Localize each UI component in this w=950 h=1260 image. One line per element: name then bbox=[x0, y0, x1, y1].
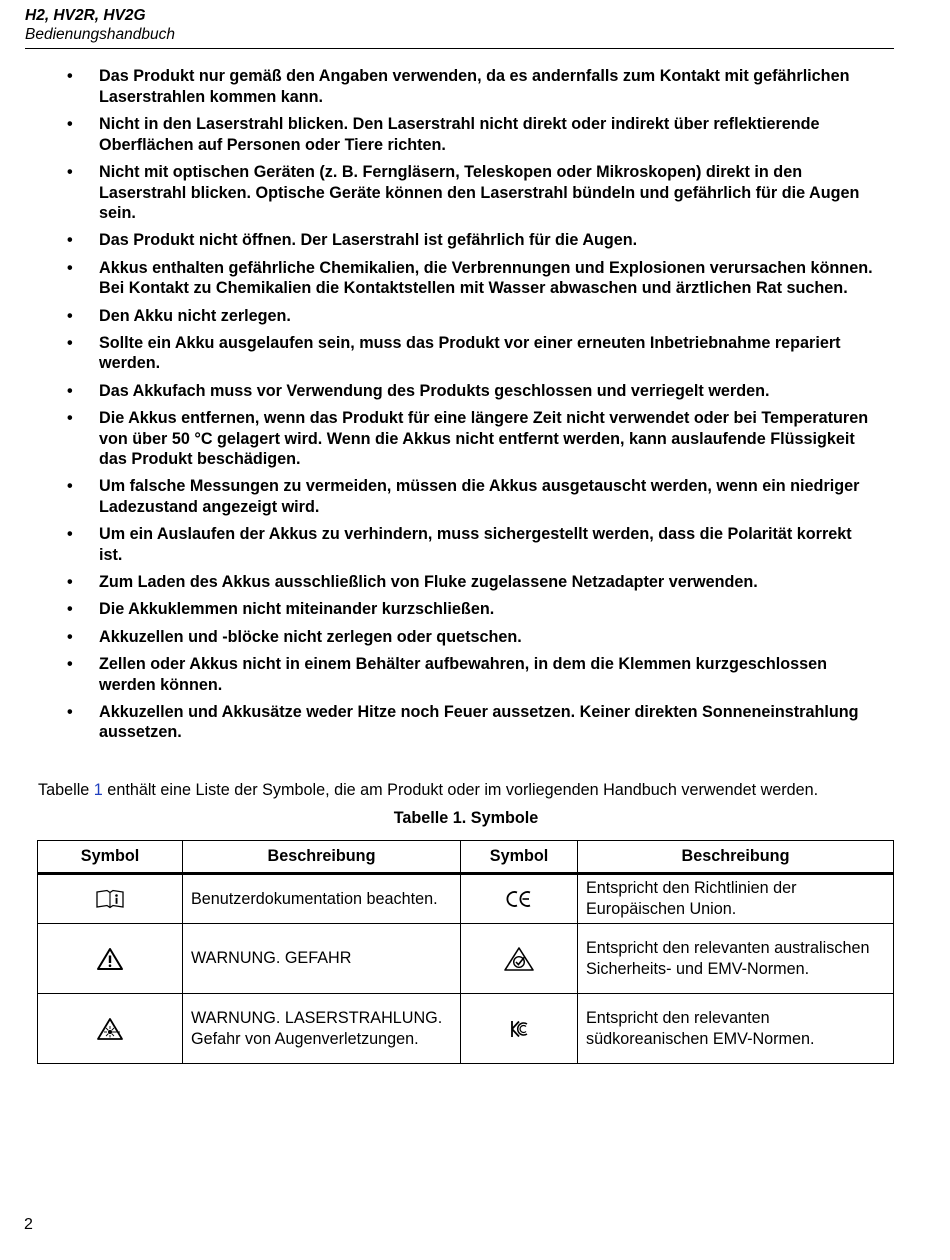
list-item-text: Das Produkt nur gemäß den Angaben verwenden, da es andernfalls zum Kontakt mit gefährlichen Laserstrahlen kommen kann. bbox=[99, 67, 850, 106]
list-item-text: Um ein Auslaufen der Akkus zu verhindern, muss sichergestellt werden, dass die Polarität korrekt ist. bbox=[99, 525, 852, 565]
safety-warning-list bbox=[67, 66, 877, 750]
list-item bbox=[67, 306, 877, 327]
manual-info-icon bbox=[95, 889, 125, 909]
symbol-description: Entspricht den Richtlinien der Europäischen Union. bbox=[578, 874, 894, 924]
bullet-icon: • bbox=[67, 654, 73, 673]
table-header-row bbox=[38, 841, 894, 874]
list-item bbox=[67, 258, 877, 299]
list-item-text: Die Akkuklemmen nicht miteinander kurzschließen. bbox=[99, 600, 495, 619]
intro-text-end: enthält eine Liste der Symbole, die am Produkt oder im vorliegenden Handbuch verwendet werden. bbox=[102, 781, 819, 799]
list-item bbox=[67, 114, 877, 155]
bullet-icon: • bbox=[67, 258, 73, 277]
list-item bbox=[67, 66, 877, 107]
list-item-text: Nicht mit optischen Geräten (z. B. Ferngläsern, Teleskopen oder Mikroskopen) direkt in den Laserstrahl blicken. Optische Geräte können den Laserstrahl bündeln und gefährlich für die Augen sein. bbox=[99, 162, 860, 223]
table-intro-paragraph bbox=[38, 780, 818, 801]
bullet-icon: • bbox=[67, 408, 73, 427]
page-number: 2 bbox=[24, 1216, 33, 1233]
list-item bbox=[67, 476, 877, 517]
table-caption: Tabelle 1. Symbole bbox=[393, 809, 539, 827]
list-item-text: Die Akkus entfernen, wenn das Produkt für eine längere Zeit nicht verwendet oder bei Temperaturen von über 50 °C gelagert wird. Wenn die Akkus nicht entfernt werden, kann auslaufende Flüssigkeit das Produkt beschädigen. bbox=[99, 408, 869, 469]
symbol-cell bbox=[461, 924, 578, 994]
table-row bbox=[38, 994, 894, 1064]
column-header: Symbol bbox=[38, 841, 183, 874]
list-item-text: Sollte ein Akku ausgelaufen sein, muss das Produkt vor einer erneuten Inbetriebnahme repariert werden. bbox=[99, 333, 841, 373]
list-item-text: Den Akku nicht zerlegen. bbox=[99, 306, 291, 325]
list-item bbox=[67, 230, 877, 251]
running-header bbox=[25, 6, 893, 44]
list-item bbox=[67, 381, 877, 402]
warning-triangle-icon bbox=[96, 947, 124, 971]
list-item bbox=[67, 333, 877, 374]
list-item bbox=[67, 702, 877, 743]
list-item-text: Das Akkufach muss vor Verwendung des Produkts geschlossen und verriegelt werden. bbox=[99, 381, 770, 400]
bullet-icon: • bbox=[67, 381, 73, 400]
list-item bbox=[67, 627, 877, 648]
bullet-icon: • bbox=[67, 162, 73, 181]
list-item-text: Zellen oder Akkus nicht in einem Behälter aufbewahren, in dem die Klemmen kurzgeschlossen werden können. bbox=[99, 654, 828, 694]
symbol-cell bbox=[38, 994, 183, 1064]
symbol-cell bbox=[38, 924, 183, 994]
symbol-description: Entspricht den relevanten australischen Sicherheits- und EMV-Normen. bbox=[578, 924, 894, 994]
bullet-icon: • bbox=[67, 306, 73, 325]
list-item-text: Zum Laden des Akkus ausschließlich von Fluke zugelassene Netzadapter verwenden. bbox=[99, 573, 758, 592]
column-header: Beschreibung bbox=[578, 841, 894, 874]
bullet-icon: • bbox=[67, 702, 73, 721]
list-item-text: Das Produkt nicht öffnen. Der Laserstrahl ist gefährlich für die Augen. bbox=[99, 231, 638, 250]
bullet-icon: • bbox=[67, 525, 73, 544]
symbol-cell bbox=[461, 994, 578, 1064]
intro-text-start: Tabelle bbox=[38, 781, 94, 799]
list-item-text: Akkuzellen und -blöcke nicht zerlegen oder quetschen. bbox=[99, 627, 522, 646]
symbol-description: WARNUNG. LASERSTRAHLUNG. Gefahr von Augenverletzungen. bbox=[183, 994, 461, 1064]
bullet-icon: • bbox=[67, 67, 73, 85]
rcm-mark-icon bbox=[503, 946, 535, 972]
list-item bbox=[67, 162, 877, 224]
bullet-icon: • bbox=[67, 231, 73, 250]
bullet-icon: • bbox=[67, 600, 73, 619]
list-item bbox=[67, 599, 877, 620]
symbol-cell bbox=[461, 874, 578, 924]
list-item-text: Nicht in den Laserstrahl blicken. Den Laserstrahl nicht direkt oder indirekt über reflektierende Oberflächen auf Personen oder Tiere richten. bbox=[99, 114, 820, 154]
bullet-icon: • bbox=[67, 477, 73, 496]
column-header: Symbol bbox=[461, 841, 578, 874]
bullet-icon: • bbox=[67, 114, 73, 133]
list-item-text: Akkuzellen und Akkusätze weder Hitze noch Feuer aussetzen. Keiner direkten Sonneneinstrahlung aussetzen. bbox=[99, 702, 859, 742]
table-row bbox=[38, 874, 894, 924]
symbols-table bbox=[37, 840, 894, 1064]
bullet-icon: • bbox=[67, 627, 73, 646]
symbol-description: Benutzerdokumentation beachten. bbox=[183, 874, 461, 924]
model-name: H2, HV2R, HV2G bbox=[25, 7, 146, 24]
header-divider bbox=[25, 48, 894, 49]
bullet-icon: • bbox=[67, 333, 73, 352]
list-item-text: Akkus enthalten gefährliche Chemikalien, die Verbrennungen und Explosionen verursachen können. Bei Kontakt zu Chemikalien die Kontaktstellen mit Wasser abwaschen und ärztlichen Rat suchen. bbox=[99, 258, 873, 298]
laser-warning-icon bbox=[96, 1017, 124, 1041]
list-item bbox=[67, 654, 877, 695]
symbol-cell bbox=[38, 874, 183, 924]
list-item bbox=[67, 524, 877, 565]
column-header: Beschreibung bbox=[183, 841, 461, 874]
symbol-description: Entspricht den relevanten südkoreanischen EMV-Normen. bbox=[578, 994, 894, 1064]
symbol-description: WARNUNG. GEFAHR bbox=[183, 924, 461, 994]
table-reference-link[interactable]: 1 bbox=[93, 781, 103, 799]
ce-mark-icon bbox=[505, 889, 533, 909]
table-row bbox=[38, 924, 894, 994]
manual-title: Bedienungshandbuch bbox=[25, 26, 175, 43]
list-item bbox=[67, 572, 877, 593]
bullet-icon: • bbox=[67, 573, 73, 592]
list-item-text: Um falsche Messungen zu vermeiden, müssen die Akkus ausgetauscht werden, wenn ein niedriger Ladezustand angezeigt wird. bbox=[99, 477, 860, 517]
list-item bbox=[67, 408, 877, 470]
kc-mark-icon bbox=[509, 1018, 529, 1040]
